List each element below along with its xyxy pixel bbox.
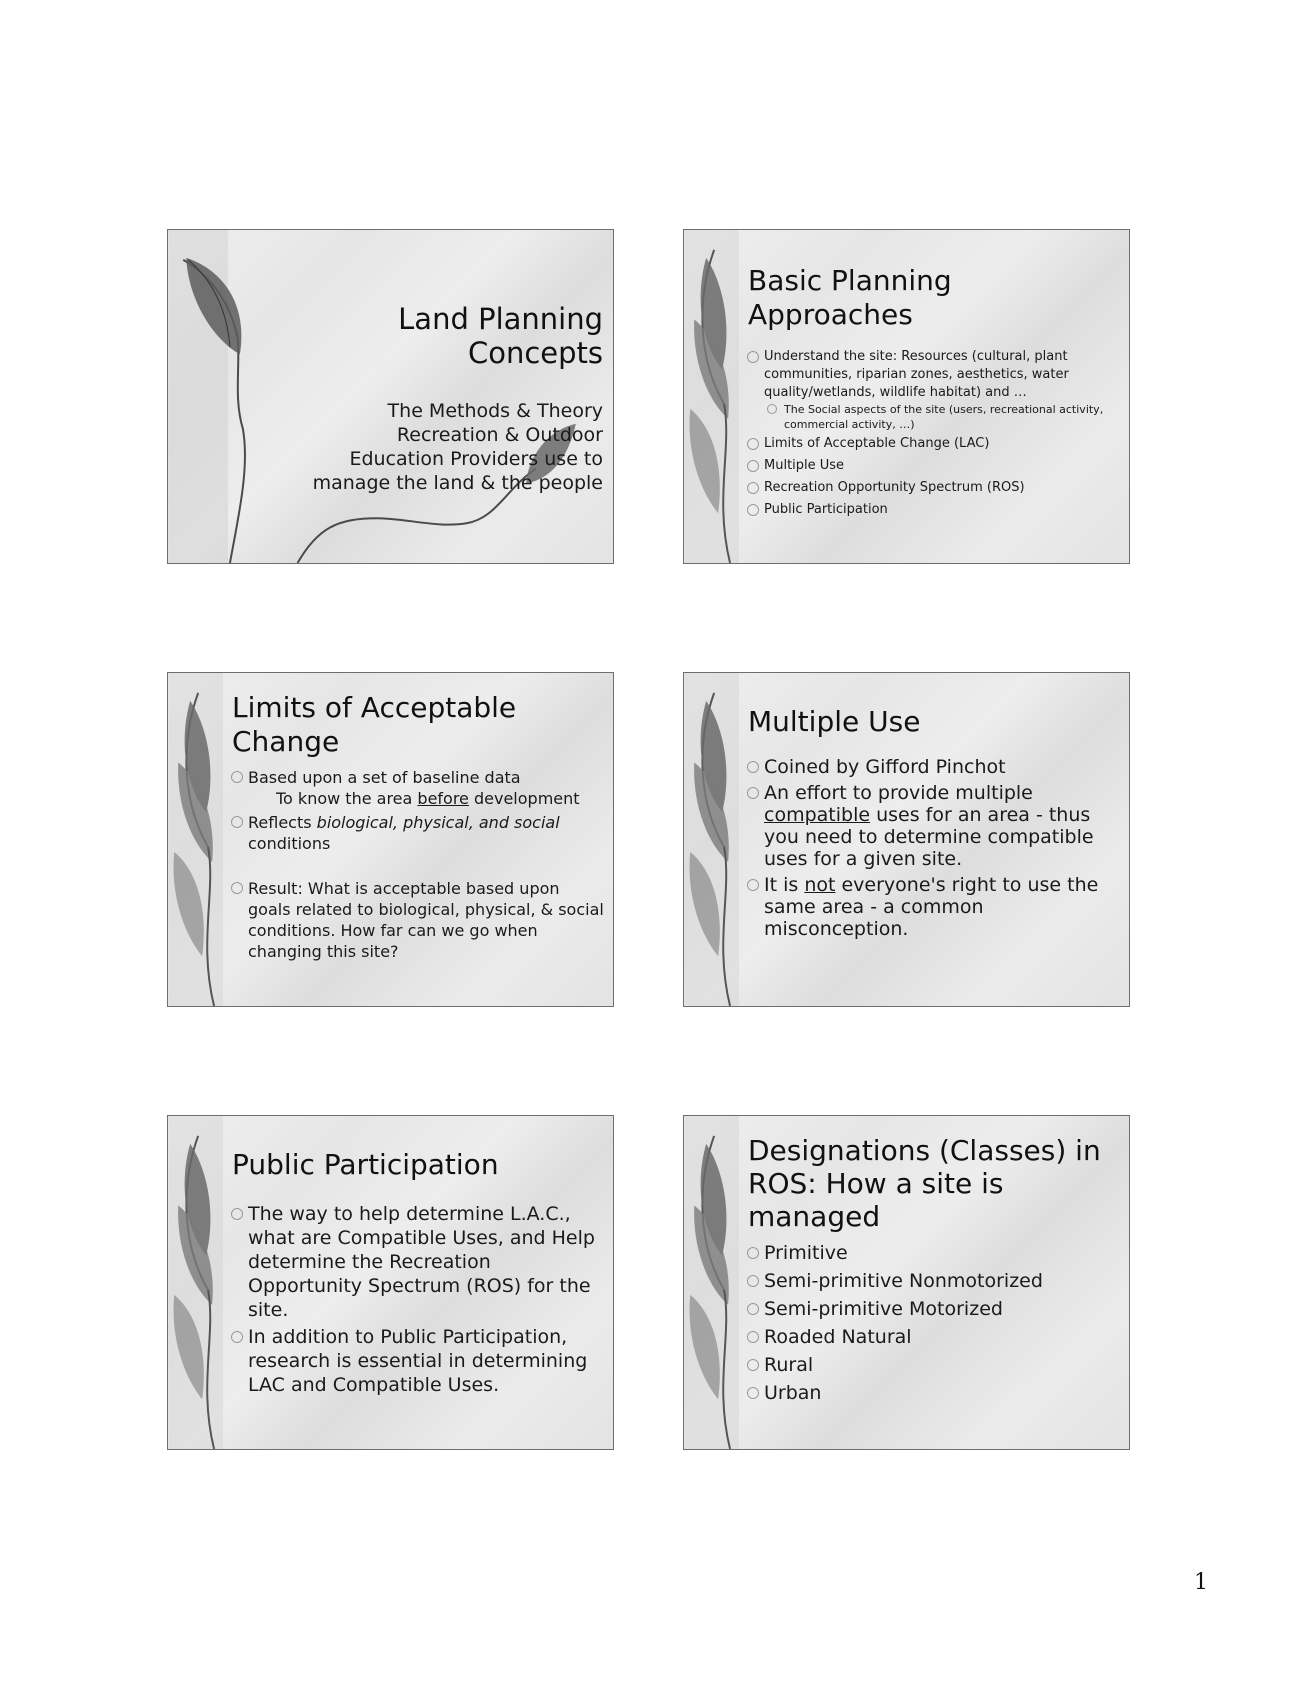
list-item: Semi-primitive Nonmotorized [764, 1269, 1128, 1293]
slide-title: Basic Planning Approaches [748, 264, 952, 331]
subtitle-line: Education Providers use to [349, 448, 603, 470]
list-item: Understand the site: Resources (cultural, plant communities, riparian zones, aesthetics, water quality/wetlands, wildlife habitat) and … [764, 348, 1123, 402]
list-item: Based upon a set of baseline data [248, 767, 607, 788]
list-item: Urban [764, 1381, 1128, 1405]
subtitle-line: The Methods & Theory [387, 400, 603, 422]
list-item: Reflects biological, physical, and social conditions [248, 812, 607, 854]
slide-title: Multiple Use [748, 705, 921, 738]
list-item: Rural [764, 1353, 1128, 1377]
list-item: Primitive [764, 1241, 1128, 1265]
list-item: Public Participation [764, 501, 1123, 519]
slide-title: Land Planning Concepts [398, 302, 603, 370]
list-item: To know the area before development [276, 789, 580, 808]
list-item: Roaded Natural [764, 1325, 1128, 1349]
list-item: An effort to provide multiple compatible uses for an area - thus you need to determine compatible uses for a given site. [764, 782, 1123, 870]
slide-3 [167, 672, 614, 1007]
slide-5 [167, 1115, 614, 1450]
slide-6 [683, 1115, 1130, 1450]
slide-title [748, 1134, 1128, 1233]
slide-title: Limits of Acceptable Change [232, 691, 517, 758]
slide-4 [683, 672, 1130, 1007]
title-line: Designations (Classes) in [748, 1134, 1101, 1167]
list-item: The Social aspects of the site (users, recreational activity, commercial activity, …) [784, 402, 1123, 432]
title-line: ROS: How a site is managed [748, 1167, 1004, 1233]
list-item: Limits of Acceptable Change (LAC) [764, 435, 1123, 453]
subtitle-line: Recreation & Outdoor [396, 424, 603, 446]
list-item: Recreation Opportunity Spectrum (ROS) [764, 479, 1123, 497]
list-item: It is not everyone's right to use the same area - a common misconception. [764, 874, 1123, 940]
page-number: 1 [1194, 1570, 1208, 1595]
list-item: Coined by Gifford Pinchot [764, 756, 1123, 778]
slide-2 [683, 229, 1130, 564]
list-item: Semi-primitive Motorized [764, 1297, 1128, 1321]
slide-subtitle [278, 399, 603, 495]
list-item: Multiple Use [764, 457, 1123, 475]
list-item: The way to help determine L.A.C., what are Compatible Uses, and Help determine the Recreation Opportunity Spectrum (ROS) for the site. [248, 1202, 607, 1322]
slide-1 [167, 229, 614, 564]
list-item: Result: What is acceptable based upon goals related to biological, physical, & social conditions. How far can we go when changing this site? [248, 878, 607, 962]
list-item: In addition to Public Participation, research is essential in determining LAC and Compatible Uses. [248, 1325, 607, 1397]
subtitle-line: manage the land & the people [312, 472, 603, 494]
slide-title: Public Participation [232, 1148, 499, 1181]
